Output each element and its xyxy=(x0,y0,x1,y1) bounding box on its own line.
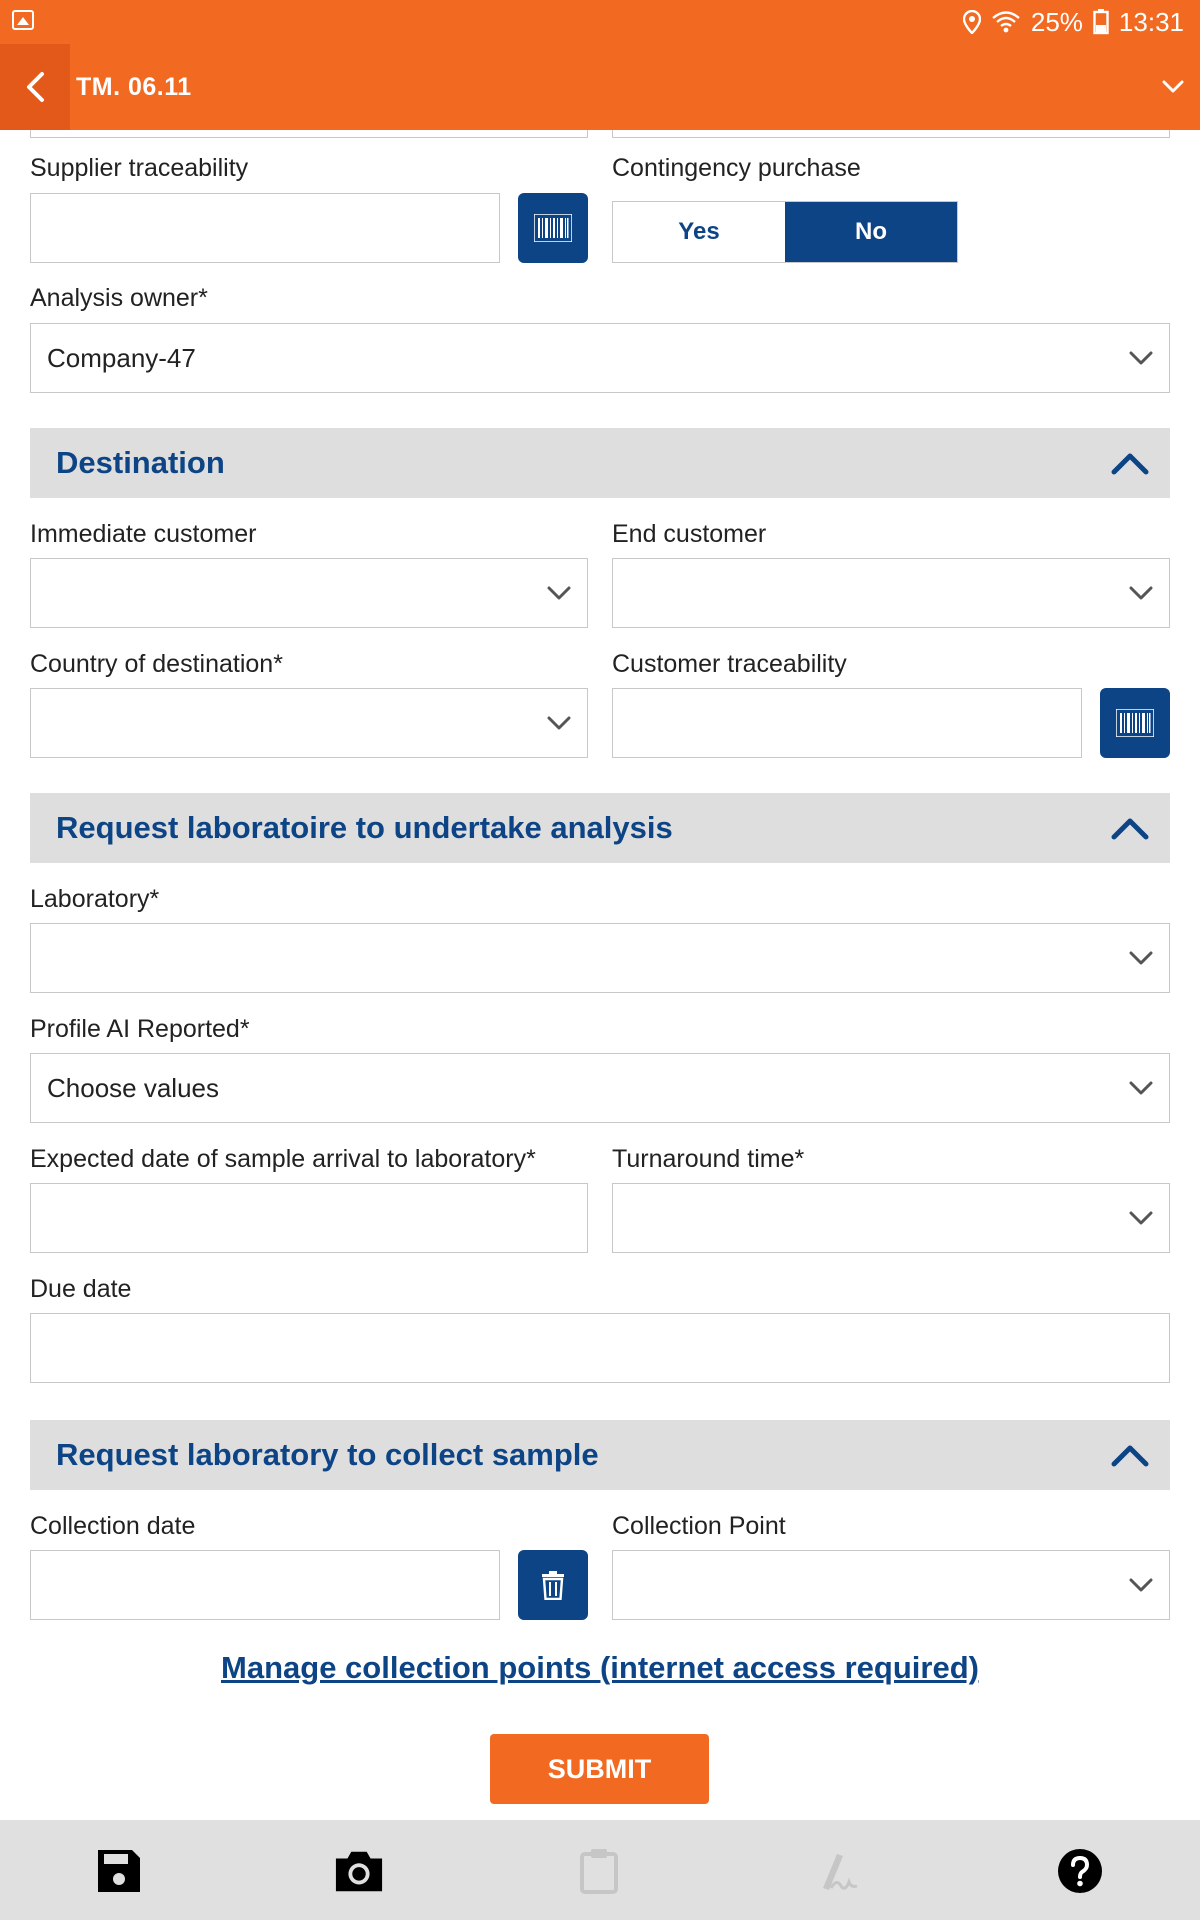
chevron-down-icon xyxy=(1127,1204,1155,1232)
destination-title: Destination xyxy=(56,445,225,480)
signature-button[interactable] xyxy=(815,1846,865,1896)
collection-point-label: Collection Point xyxy=(612,1512,786,1540)
chevron-down-icon xyxy=(1127,944,1155,972)
contingency-purchase-label: Contingency purchase xyxy=(612,154,861,182)
help-button[interactable] xyxy=(1055,1846,1105,1896)
turnaround-time-select[interactable] xyxy=(612,1183,1170,1253)
clock: 13:31 xyxy=(1118,6,1184,37)
turnaround-time-label: Turnaround time* xyxy=(612,1145,805,1173)
chevron-down-icon xyxy=(545,709,573,737)
chevron-down-icon xyxy=(1127,344,1155,372)
analysis-owner-value: Company-47 xyxy=(47,343,196,373)
chevron-down-icon xyxy=(1127,1571,1155,1599)
customer-traceability-label: Customer traceability xyxy=(612,650,847,678)
location-icon xyxy=(963,10,981,34)
collection-date-label: Collection date xyxy=(30,1512,196,1540)
page-title: TM. 06.11 xyxy=(76,73,192,101)
manage-collection-points-link[interactable]: Manage collection points (internet access required) xyxy=(221,1650,979,1685)
supplier-scan-button[interactable] xyxy=(518,193,588,263)
status-bar xyxy=(0,0,1200,44)
previous-field-right[interactable] xyxy=(612,130,1170,138)
request-collect-section-header[interactable] xyxy=(30,1420,1170,1490)
clipboard-button[interactable] xyxy=(574,1846,624,1896)
save-icon xyxy=(96,1848,142,1894)
supplier-traceability-input[interactable] xyxy=(30,193,500,263)
expected-date-label: Expected date of sample arrival to laboratory* xyxy=(30,1145,536,1173)
form-content xyxy=(0,130,1200,1820)
laboratory-label: Laboratory* xyxy=(30,885,160,913)
customer-traceability-input[interactable] xyxy=(612,688,1082,758)
request-analysis-title: Request laboratoire to undertake analysis xyxy=(56,810,673,845)
request-collect-title: Request laboratory to collect sample xyxy=(56,1437,599,1472)
back-button[interactable] xyxy=(0,44,70,130)
chevron-down-icon xyxy=(1127,1074,1155,1102)
back-icon xyxy=(24,71,46,103)
chevron-down-icon xyxy=(545,579,573,607)
end-customer-label: End customer xyxy=(612,520,767,548)
previous-field-left[interactable] xyxy=(30,130,588,138)
submit-button[interactable]: SUBMIT xyxy=(490,1734,709,1804)
collection-date-input[interactable] xyxy=(30,1550,500,1620)
wifi-icon xyxy=(991,10,1021,34)
contingency-yes-button[interactable]: Yes xyxy=(613,202,785,262)
due-date-label: Due date xyxy=(30,1275,132,1303)
battery-icon xyxy=(1093,9,1109,35)
help-icon xyxy=(1057,1848,1103,1894)
laboratory-select[interactable] xyxy=(30,923,1170,993)
profile-select[interactable] xyxy=(30,1053,1170,1123)
barcode-icon xyxy=(534,214,572,242)
contingency-toggle xyxy=(612,201,958,263)
expected-date-input[interactable] xyxy=(30,1183,588,1253)
chevron-up-icon xyxy=(1110,809,1150,849)
due-date-input[interactable] xyxy=(30,1313,1170,1383)
immediate-customer-label: Immediate customer xyxy=(30,520,257,548)
barcode-icon xyxy=(1116,709,1154,737)
chevron-up-icon xyxy=(1110,444,1150,484)
app-bar xyxy=(0,44,1200,130)
chevron-down-icon xyxy=(1127,579,1155,607)
immediate-customer-select[interactable] xyxy=(30,558,588,628)
image-icon xyxy=(12,10,34,30)
camera-button[interactable] xyxy=(334,1846,384,1896)
app-menu-button[interactable] xyxy=(1156,70,1190,104)
customer-scan-button[interactable] xyxy=(1100,688,1170,758)
collection-point-select[interactable] xyxy=(612,1550,1170,1620)
battery-percent: 25% xyxy=(1030,6,1083,37)
contingency-no-button[interactable]: No xyxy=(785,202,957,262)
country-destination-select[interactable] xyxy=(30,688,588,758)
end-customer-select[interactable] xyxy=(612,558,1170,628)
chevron-up-icon xyxy=(1110,1436,1150,1476)
camera-icon xyxy=(334,1848,384,1894)
save-button[interactable] xyxy=(94,1846,144,1896)
profile-label: Profile AI Reported* xyxy=(30,1015,250,1043)
country-destination-label: Country of destination* xyxy=(30,650,283,678)
request-analysis-section-header[interactable] xyxy=(30,793,1170,863)
chevron-down-icon xyxy=(1162,80,1184,94)
signature-icon xyxy=(817,1848,863,1894)
analysis-owner-select[interactable] xyxy=(30,323,1170,393)
supplier-traceability-label: Supplier traceability xyxy=(30,154,249,182)
clipboard-icon xyxy=(579,1848,619,1894)
trash-icon xyxy=(540,1570,566,1600)
clear-date-button[interactable] xyxy=(518,1550,588,1620)
profile-value: Choose values xyxy=(47,1073,219,1103)
analysis-owner-label: Analysis owner* xyxy=(30,284,208,312)
bottom-toolbar xyxy=(0,1820,1200,1920)
destination-section-header[interactable] xyxy=(30,428,1170,498)
